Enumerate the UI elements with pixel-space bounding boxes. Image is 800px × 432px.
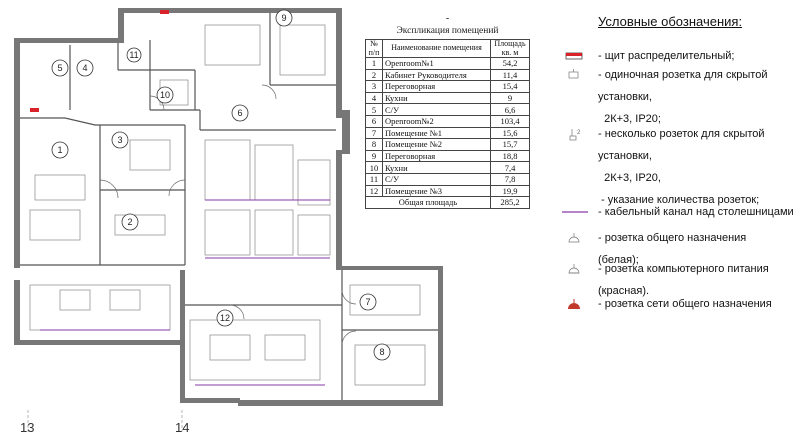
axis-label-13: 13 (20, 420, 35, 432)
cell-num: 10 (366, 162, 383, 174)
multi-socket-icon (560, 126, 590, 142)
table-row (366, 58, 530, 70)
panel-icon (560, 48, 590, 64)
network-socket-icon (560, 296, 590, 312)
room-marker (127, 48, 141, 62)
table-row (366, 127, 530, 139)
svg-text:7: 7 (365, 297, 371, 307)
cell-area: 9 (491, 92, 530, 104)
svg-text:2: 2 (577, 130, 581, 136)
legend-line: - кабельный канал над столешницами (598, 206, 794, 218)
legend-line: - указание количества розеток; (598, 194, 760, 206)
room-marker (217, 310, 233, 326)
svg-text:2: 2 (127, 217, 133, 227)
table-row (366, 115, 530, 127)
axis-label-14: 14 (175, 420, 190, 432)
legend-line: - розетка компьютерного питания (598, 263, 769, 275)
table-row (366, 162, 530, 174)
legend-line: - одиночная розетка для скрытой (598, 69, 768, 81)
cell-num: 12 (366, 185, 383, 197)
cell-num: 3 (366, 81, 383, 93)
room-marker (112, 132, 128, 148)
explication-table (365, 39, 530, 209)
general-socket-white-icon (560, 230, 590, 246)
legend-line: - розетка общего назначения (598, 232, 747, 244)
table-row (366, 150, 530, 162)
table-title: Экспликация помещений (396, 26, 499, 36)
room-marker (157, 87, 173, 103)
cell-num: 5 (366, 104, 383, 116)
cell-name: С/У (383, 173, 491, 185)
legend-line: - щит распределительный; (598, 50, 735, 62)
cell-num: 4 (366, 92, 383, 104)
cell-area: 103,4 (491, 115, 530, 127)
cell-area: 15,6 (491, 127, 530, 139)
table-row (366, 104, 530, 116)
header-area: Площадь кв. м (491, 40, 530, 58)
cell-name: Помещение №2 (383, 139, 491, 151)
table-total-row (366, 197, 530, 209)
cell-num: 8 (366, 139, 383, 151)
legend-line: (красная). (598, 285, 650, 297)
room-marker (122, 214, 138, 230)
cell-area: 15,7 (491, 139, 530, 151)
svg-text:6: 6 (237, 108, 243, 118)
svg-text:1: 1 (57, 145, 63, 155)
table-row (366, 185, 530, 197)
room-marker (360, 294, 376, 310)
legend-text (598, 201, 795, 223)
cell-area: 7,4 (491, 162, 530, 174)
legend-line: 2К+3, IP20, (598, 172, 661, 184)
cell-name: Переговорная (383, 150, 491, 162)
svg-text:11: 11 (129, 50, 139, 60)
table-dash: - (445, 13, 450, 24)
explication-table-block (365, 14, 530, 209)
room-marker (276, 10, 292, 26)
legend-text (598, 123, 795, 211)
total-area: 285,2 (491, 197, 530, 209)
cell-area: 18,8 (491, 150, 530, 162)
cell-num: 7 (366, 127, 383, 139)
header-num: № п/п (366, 40, 383, 58)
cell-num: 2 (366, 69, 383, 81)
computer-socket-red-icon (560, 261, 590, 277)
cell-num: 1 (366, 58, 383, 70)
legend-line: - розетка сети общего назначения (598, 298, 772, 310)
legend-line: установки, (598, 91, 652, 103)
svg-text:8: 8 (379, 347, 385, 357)
cell-name: Переговорная (383, 81, 491, 93)
table-row (366, 173, 530, 185)
table-row (366, 139, 530, 151)
cell-num: 6 (366, 115, 383, 127)
cell-area: 54,2 (491, 58, 530, 70)
svg-text:4: 4 (82, 63, 88, 73)
cell-name: Кухни (383, 162, 491, 174)
legend-text (598, 293, 795, 315)
legend-line: - несколько розеток для скрытой (598, 128, 765, 140)
axis-markers (20, 410, 189, 432)
legend-line: 2К+3, IP20; (598, 113, 661, 125)
cell-area: 7,8 (491, 173, 530, 185)
svg-text:5: 5 (57, 63, 63, 73)
room-marker (52, 142, 68, 158)
header-name: Наименование помещения (383, 40, 491, 58)
cell-name: Кабинет Руководителя (383, 69, 491, 81)
single-socket-icon (560, 67, 590, 83)
cell-area: 19,9 (491, 185, 530, 197)
cell-name: Помещение №3 (383, 185, 491, 197)
legend-line: установки, (598, 150, 652, 162)
cell-name: С/У (383, 104, 491, 116)
cell-area: 11,4 (491, 69, 530, 81)
room-marker (77, 60, 93, 76)
svg-text:3: 3 (117, 135, 123, 145)
cell-name: Openroom№1 (383, 58, 491, 70)
cell-area: 6,6 (491, 104, 530, 116)
table-row (366, 92, 530, 104)
distribution-panels (30, 10, 169, 112)
table-row (366, 69, 530, 81)
room-marker (232, 105, 248, 121)
svg-text:10: 10 (159, 90, 171, 100)
cable-channel-icon (560, 204, 590, 220)
svg-text:12: 12 (219, 313, 231, 323)
cell-name: Openroom№2 (383, 115, 491, 127)
cell-num: 11 (366, 173, 383, 185)
legend-text (598, 64, 795, 130)
cell-name: Кухни (383, 92, 491, 104)
table-header-row (366, 40, 530, 58)
svg-text:9: 9 (281, 13, 287, 23)
cell-name: Помещение №1 (383, 127, 491, 139)
legend-line: (белая); (598, 254, 639, 266)
room-marker (374, 344, 390, 360)
cell-area: 15,4 (491, 81, 530, 93)
legend-title: Условные обозначения: (598, 14, 743, 29)
cell-num: 9 (366, 150, 383, 162)
table-row (366, 81, 530, 93)
total-label: Общая площадь (366, 197, 491, 209)
room-marker (52, 60, 68, 76)
